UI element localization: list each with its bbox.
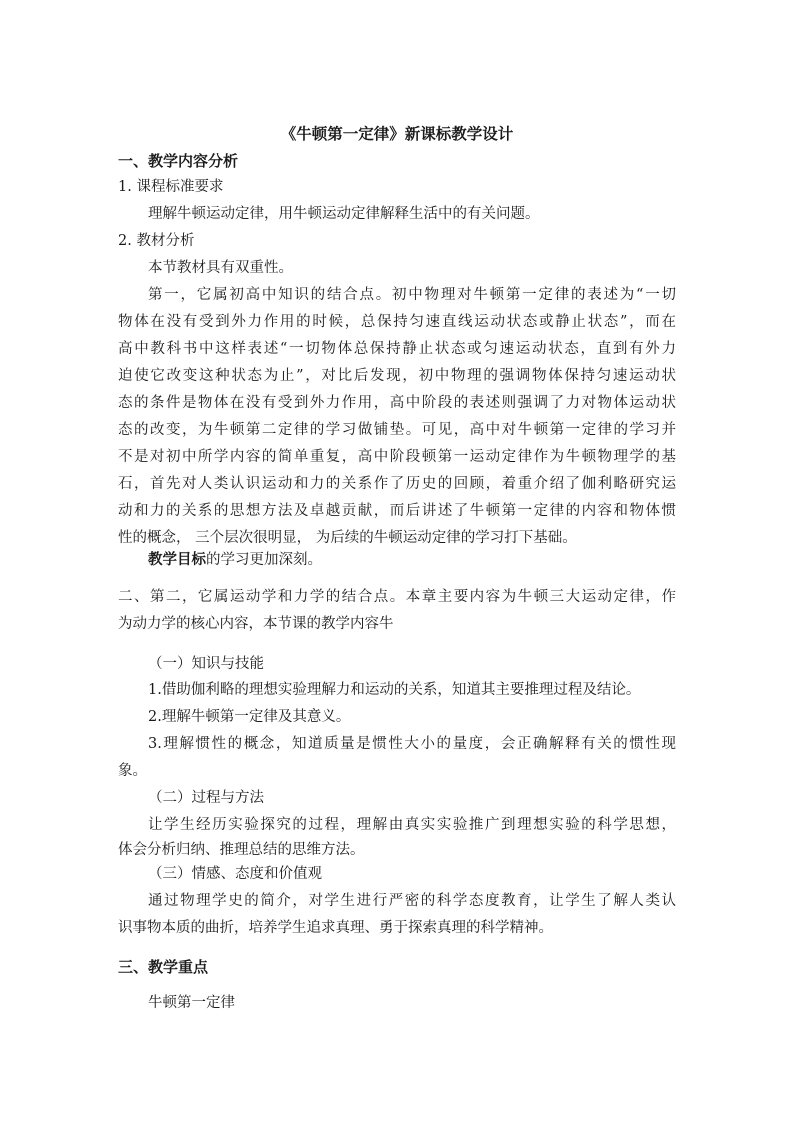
section1-heading: 一、教学内容分析 [118, 152, 239, 170]
goal-line [148, 550, 322, 570]
part1-item3-line: 3.理解惯性的概念，知道质量是惯性大小的量度，会正确解释有关的惯性现 [148, 736, 676, 752]
section3-text: 牛顿第一定律 [148, 995, 235, 1011]
section3-heading: 三、教学重点 [118, 958, 209, 976]
para-line: 态的改变，为牛顿第二定律的学习做铺垫。可见，高中对牛顿第一定律的学习并 [118, 422, 676, 438]
part3-heading: （三）情感、态度和价值观 [148, 866, 322, 882]
para-line: 第一，它属初高中知识的结合点。初中物理对牛顿第一定律的表述为“一切 [148, 287, 676, 303]
para-line: 高中教科书中这样表述“一切物体总保持静止状态或匀速运动状态，直到有外力 [118, 341, 676, 357]
part2-line: 体会分析归纳、推理总结的思维方法。 [118, 842, 365, 858]
part3-line: 识事物本质的曲折，培养学生追求真理、勇于探索真理的科学精神。 [118, 920, 553, 936]
para-line: 石，首先对人类认识运动和力的关系作了历史的回顾，着重介绍了伽利略研究运 [118, 476, 676, 492]
part1-item: 2.理解牛顿第一定律及其意义。 [148, 709, 351, 725]
document-title: 《牛顿第一定律》新课标教学设计 [280, 124, 514, 143]
section2-line: 二、第二，它属运动学和力学的结合点。本章主要内容为牛顿三大运动定律，作 [118, 589, 676, 605]
section1-sub1-text: 理解牛顿运动定律，用牛顿运动定律解释生活中的有关问题。 [148, 206, 540, 222]
para-line: 物体在没有受到外力作用的时候，总保持匀速直线运动状态或静止状态”，而在 [118, 314, 676, 330]
para-line: 迫使它改变这种状态为止”，对比后发现，初中物理的强调物体保持匀速运动状 [118, 368, 676, 384]
part3-line: 通过物理学史的简介，对学生进行严密的科学态度教育，让学生了解人类认 [148, 893, 676, 909]
para-line: 不是对初中所学内容的简单重复，高中阶段顿第一运动定律作为牛顿物理学的基 [118, 449, 676, 465]
para-line: 性的概念， 三个层次很明显， 为后续的牛顿运动定律的学习打下基础。 [118, 530, 577, 546]
section1-sub1-heading: 1. 课程标准要求 [118, 179, 224, 195]
section1-sub2-intro: 本节教材具有双重性。 [148, 260, 293, 276]
para-line: 动和力的关系的思想方法及卓越贡献，而后讲述了牛顿第一定律的内容和物体惯 [118, 503, 676, 519]
goal-bold-text: 教学目标 [148, 551, 206, 568]
section2-line: 为动力学的核心内容，本节课的教学内容牛 [118, 616, 394, 632]
goal-rest-text: 的学习更加深刻。 [206, 552, 322, 568]
para-line: 态的条件是物体在没有受到外力作用，高中阶段的表述则强调了力对物体运动状 [118, 395, 676, 411]
part1-heading: （一）知识与技能 [148, 656, 264, 672]
part1-item: 1.借助伽利略的理想实验理解力和运动的关系，知道其主要推理过程及结论。 [148, 682, 641, 698]
part1-item3-line: 象。 [118, 763, 147, 779]
section1-sub2-heading: 2. 教材分析 [118, 233, 195, 249]
part2-heading: （二）过程与方法 [148, 790, 264, 806]
part2-line: 让学生经历实验探究的过程，理解由真实实验推广到理想实验的科学思想， [148, 817, 676, 833]
